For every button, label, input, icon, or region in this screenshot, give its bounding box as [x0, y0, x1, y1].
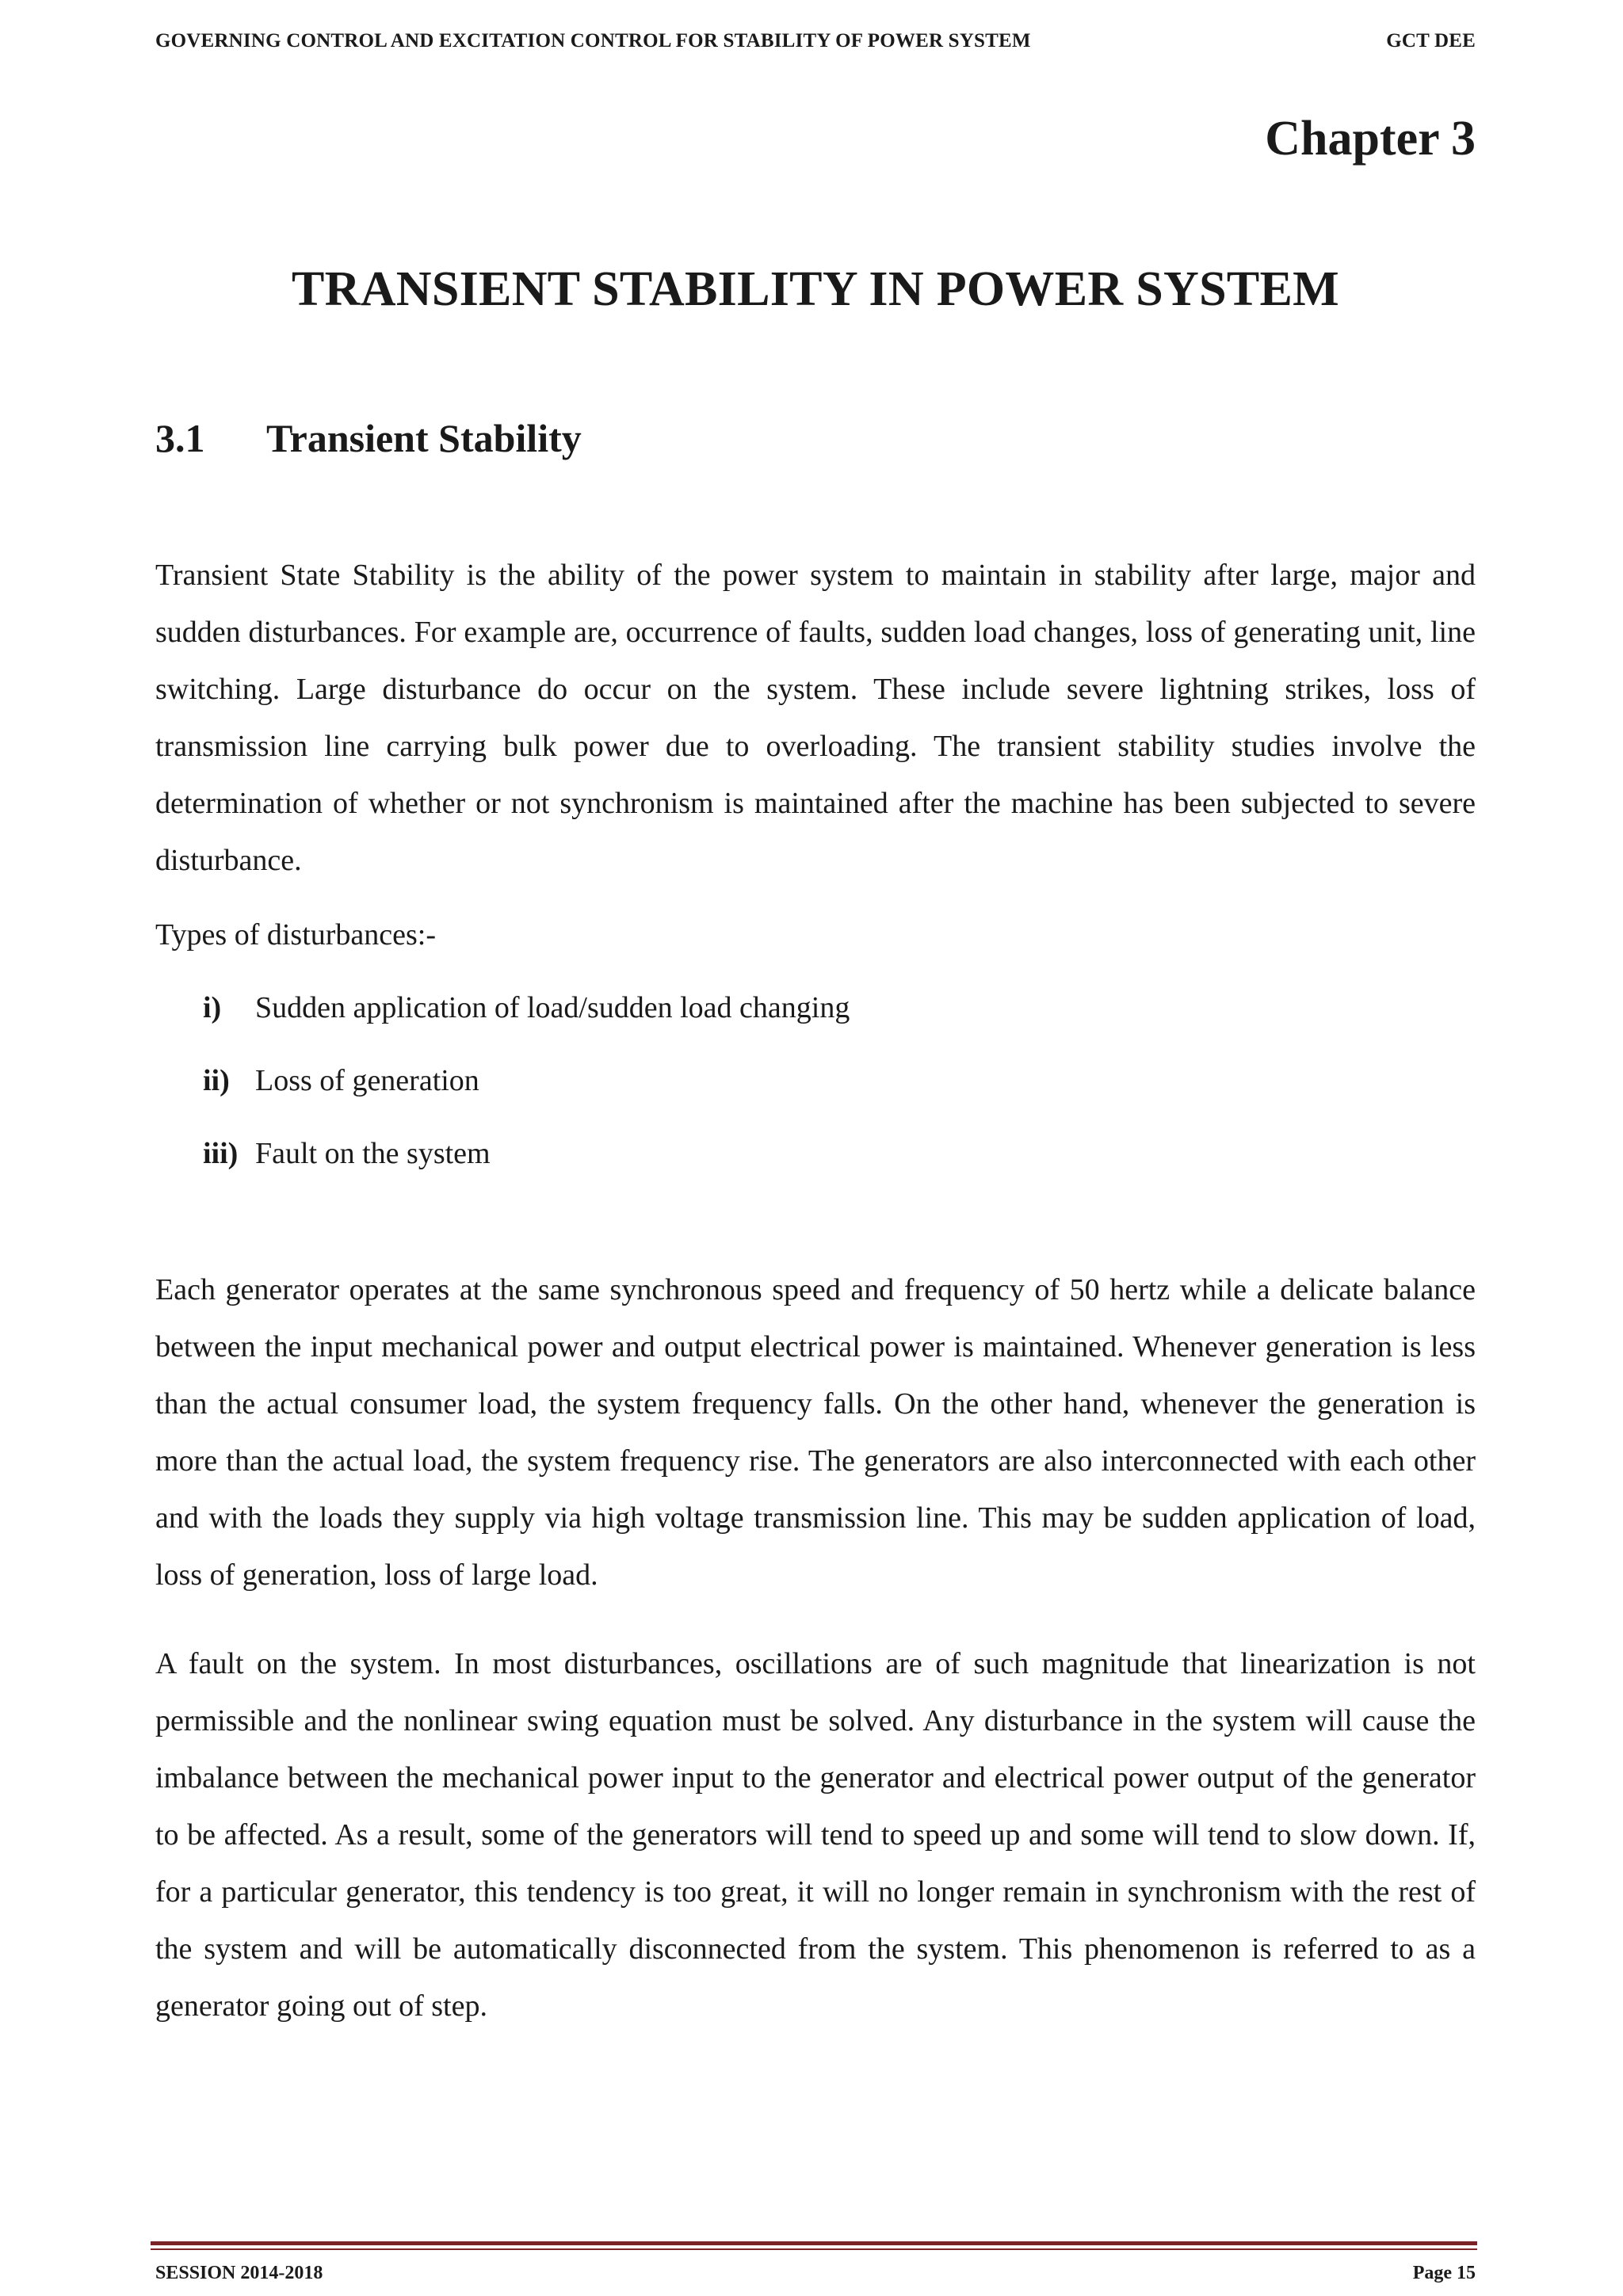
header-department: GCT DEE	[1386, 30, 1476, 51]
list-item-text: Fault on the system	[255, 1137, 491, 1170]
disturbance-list	[203, 979, 850, 1198]
list-item-text: Sudden application of load/sudden load changing	[255, 991, 850, 1024]
section-title: Transient Stability	[266, 416, 582, 460]
header-document-title: GOVERNING CONTROL AND EXCITATION CONTROL FOR STABILITY OF POWER SYSTEM	[155, 30, 1031, 51]
list-item	[203, 1125, 850, 1198]
footer-divider-thin	[151, 2248, 1477, 2250]
footer-divider	[151, 2241, 1477, 2245]
section-heading	[155, 415, 582, 461]
list-marker: ii)	[203, 1064, 230, 1097]
chapter-label: Chapter 3	[1265, 112, 1476, 166]
list-marker: i)	[203, 991, 222, 1024]
running-header	[155, 30, 1476, 59]
list-item-text: Loss of generation	[255, 1064, 479, 1097]
list-marker: iii)	[203, 1137, 239, 1170]
section-number: 3.1	[155, 416, 205, 460]
paragraph-generator-balance: Each generator operates at the same synchronous speed and frequency of 50 hertz while a delicate balance between the input mechanical power and output electrical power is maintained. Whenever generation is less than the actual consumer load, the system frequency falls. On the other hand, whenever the generation is more than the actual load, the system frequency rise. The generators are also interconnected with each other and with the loads they supply via high voltage transmission line. This may be sudden application of load, loss of generation, loss of large load.	[155, 1273, 1476, 1592]
footer-session: SESSION 2014-2018	[155, 2263, 323, 2283]
paragraph-types-intro: Types of disturbances:-	[155, 918, 437, 952]
page-number: Page 15	[1412, 2263, 1476, 2283]
chapter-title: TRANSIENT STABILITY IN POWER SYSTEM	[291, 262, 1340, 316]
list-item	[203, 1052, 850, 1125]
list-item	[203, 979, 850, 1052]
paragraph-fault-on-system: A fault on the system. In most disturbances, oscillations are of such magnitude that linearization is not permissible and the nonlinear swing equation must be solved. Any disturbance in the system will cause the imbalance between the mechanical power input to the generator and electrical power output of the generator to be affected. As a result, some of the generators will tend to speed up and some will tend to slow down. If, for a particular generator, this tendency is too great, it will no longer remain in synchronism with the rest of the system and will be automatically disconnected from the system. This phenomenon is referred to as a generator going out of step.	[155, 1647, 1476, 2023]
paragraph-transient-stability-definition: Transient State Stability is the ability of the power system to maintain in stability after large, major and sudden disturbances. For example are, occurrence of faults, sudden load changes, loss of generating unit, line switching. Large disturbance do occur on the system. These include severe lightning strikes, loss of transmission line carrying bulk power due to overloading. The transient stability studies involve the determination of whether or not synchronism is maintained after the machine has been subjected to severe disturbance.	[155, 559, 1476, 877]
